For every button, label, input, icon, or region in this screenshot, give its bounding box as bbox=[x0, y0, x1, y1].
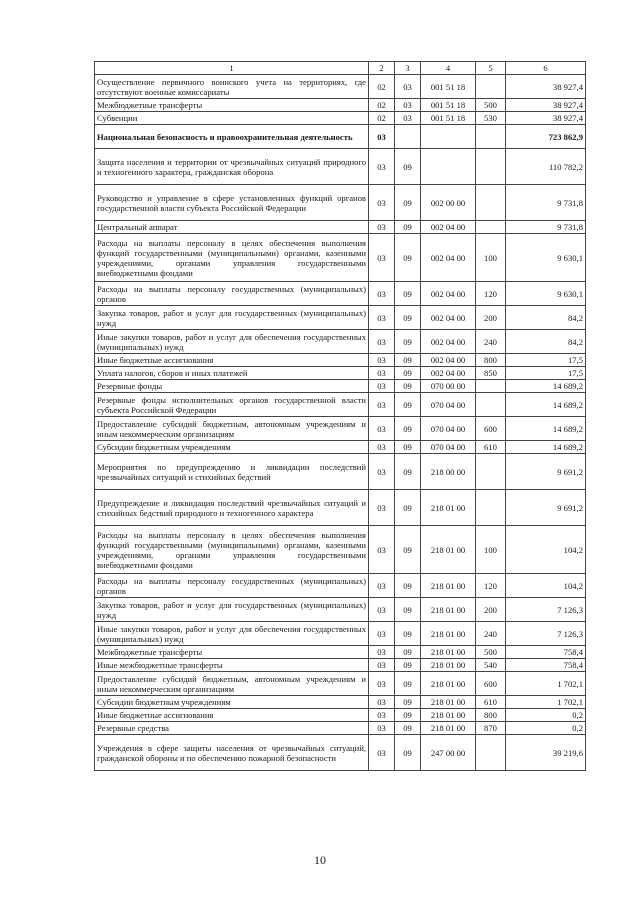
table-row bbox=[95, 709, 586, 722]
target-article-cell: 002 04 00 bbox=[421, 330, 476, 354]
table-row bbox=[95, 234, 586, 282]
target-article-cell: 002 04 00 bbox=[421, 306, 476, 330]
section-cell: 03 bbox=[369, 306, 395, 330]
subsection-cell: 03 bbox=[395, 75, 421, 99]
amount-cell: 723 862,9 bbox=[506, 125, 586, 149]
target-article-cell: 218 01 00 bbox=[421, 646, 476, 659]
table-row bbox=[95, 696, 586, 709]
amount-cell: 9 731,8 bbox=[506, 185, 586, 221]
subsection-cell: 09 bbox=[395, 526, 421, 574]
section-cell: 03 bbox=[369, 722, 395, 735]
target-article-cell: 218 01 00 bbox=[421, 659, 476, 672]
subsection-cell: 09 bbox=[395, 574, 421, 598]
item-name-cell: Учреждения в сфере защиты населения от чрезвычайных ситуаций, гражданской обороны и по обеспечению пожарной безопасности bbox=[95, 735, 369, 771]
subsection-cell: 09 bbox=[395, 709, 421, 722]
expense-type-cell: 500 bbox=[476, 99, 506, 112]
amount-cell: 0,2 bbox=[506, 709, 586, 722]
target-article-cell: 070 04 00 bbox=[421, 393, 476, 417]
amount-cell: 14 689,2 bbox=[506, 441, 586, 454]
expense-type-cell: 100 bbox=[476, 234, 506, 282]
amount-cell: 84,2 bbox=[506, 306, 586, 330]
expense-type-cell: 200 bbox=[476, 306, 506, 330]
subsection-cell: 09 bbox=[395, 490, 421, 526]
target-article-cell: 002 04 00 bbox=[421, 282, 476, 306]
table-row bbox=[95, 99, 586, 112]
table-row bbox=[95, 622, 586, 646]
expense-type-cell bbox=[476, 393, 506, 417]
section-cell: 03 bbox=[369, 149, 395, 185]
section-cell: 03 bbox=[369, 490, 395, 526]
item-name-cell: Национальная безопасность и правоохранительная деятельность bbox=[95, 125, 369, 149]
expense-type-cell: 240 bbox=[476, 622, 506, 646]
header-cell: 2 bbox=[369, 62, 395, 75]
target-article-cell: 002 04 00 bbox=[421, 354, 476, 367]
section-cell: 03 bbox=[369, 526, 395, 574]
expense-type-cell: 540 bbox=[476, 659, 506, 672]
item-name-cell: Иные закупки товаров, работ и услуг для обеспечения государственных (муниципальных) нужд bbox=[95, 330, 369, 354]
section-cell: 03 bbox=[369, 282, 395, 306]
table-row bbox=[95, 672, 586, 696]
subsection-cell: 09 bbox=[395, 282, 421, 306]
section-cell: 03 bbox=[369, 696, 395, 709]
item-name-cell: Резервные фонды bbox=[95, 380, 369, 393]
section-cell: 03 bbox=[369, 622, 395, 646]
section-cell: 03 bbox=[369, 659, 395, 672]
target-article-cell: 218 01 00 bbox=[421, 696, 476, 709]
section-cell: 03 bbox=[369, 454, 395, 490]
item-name-cell: Центральный аппарат bbox=[95, 221, 369, 234]
item-name-cell: Иные бюджетные ассигнования bbox=[95, 709, 369, 722]
section-cell: 03 bbox=[369, 709, 395, 722]
subsection-cell: 09 bbox=[395, 454, 421, 490]
header-cell: 5 bbox=[476, 62, 506, 75]
table-row bbox=[95, 393, 586, 417]
amount-cell: 9 691,2 bbox=[506, 490, 586, 526]
subsection-cell: 09 bbox=[395, 221, 421, 234]
subsection-cell: 09 bbox=[395, 672, 421, 696]
amount-cell: 7 126,3 bbox=[506, 598, 586, 622]
expense-type-cell: 870 bbox=[476, 722, 506, 735]
subsection-cell: 09 bbox=[395, 417, 421, 441]
item-name-cell: Резервные фонды исполнительных органов государственной власти субъекта Российской Федерации bbox=[95, 393, 369, 417]
target-article-cell bbox=[421, 125, 476, 149]
table-row bbox=[95, 659, 586, 672]
section-cell: 03 bbox=[369, 393, 395, 417]
target-article-cell: 218 00 00 bbox=[421, 454, 476, 490]
subsection-cell: 09 bbox=[395, 367, 421, 380]
table-row bbox=[95, 112, 586, 125]
table-row bbox=[95, 574, 586, 598]
header-cell: 3 bbox=[395, 62, 421, 75]
item-name-cell: Иные межбюджетные трансферты bbox=[95, 659, 369, 672]
section-cell: 03 bbox=[369, 221, 395, 234]
amount-cell: 14 689,2 bbox=[506, 393, 586, 417]
expense-type-cell: 500 bbox=[476, 646, 506, 659]
subsection-cell: 09 bbox=[395, 380, 421, 393]
item-name-cell: Руководство и управление в сфере установленных функций органов государственной власти субъекта Российской Федерации bbox=[95, 185, 369, 221]
target-article-cell: 218 01 00 bbox=[421, 709, 476, 722]
target-article-cell: 002 04 00 bbox=[421, 234, 476, 282]
section-cell: 03 bbox=[369, 367, 395, 380]
header-cell: 6 bbox=[506, 62, 586, 75]
target-article-cell: 218 01 00 bbox=[421, 574, 476, 598]
table-row bbox=[95, 417, 586, 441]
expense-type-cell: 530 bbox=[476, 112, 506, 125]
item-name-cell: Иные бюджетные ассигнования bbox=[95, 354, 369, 367]
expense-type-cell: 200 bbox=[476, 598, 506, 622]
amount-cell: 104,2 bbox=[506, 526, 586, 574]
target-article-cell: 218 01 00 bbox=[421, 722, 476, 735]
expense-type-cell bbox=[476, 380, 506, 393]
item-name-cell: Закупка товаров, работ и услуг для государственных (муниципальных) нужд bbox=[95, 306, 369, 330]
table-row bbox=[95, 380, 586, 393]
expense-type-cell bbox=[476, 125, 506, 149]
table-row bbox=[95, 441, 586, 454]
subsection-cell: 03 bbox=[395, 99, 421, 112]
expense-type-cell: 120 bbox=[476, 282, 506, 306]
item-name-cell: Расходы на выплаты персоналу в целях обеспечения выполнения функций государственными (муниципальными) органами, казенными учреждениями, органами управления государственными внебюджетными фондами bbox=[95, 234, 369, 282]
subsection-cell: 09 bbox=[395, 354, 421, 367]
expense-type-cell: 850 bbox=[476, 367, 506, 380]
target-article-cell: 218 01 00 bbox=[421, 526, 476, 574]
table-row bbox=[95, 306, 586, 330]
amount-cell: 14 689,2 bbox=[506, 417, 586, 441]
subsection-cell: 09 bbox=[395, 330, 421, 354]
table-row bbox=[95, 282, 586, 306]
amount-cell: 758,4 bbox=[506, 659, 586, 672]
table-row bbox=[95, 598, 586, 622]
section-cell: 03 bbox=[369, 185, 395, 221]
budget-table bbox=[94, 61, 586, 771]
item-name-cell: Расходы на выплаты персоналу государственных (муниципальных) органов bbox=[95, 574, 369, 598]
item-name-cell: Предоставление субсидий бюджетным, автономным учреждениям и иным некоммерческим организациям bbox=[95, 672, 369, 696]
table-row bbox=[95, 735, 586, 771]
section-cell: 03 bbox=[369, 330, 395, 354]
expense-type-cell bbox=[476, 221, 506, 234]
target-article-cell: 002 04 00 bbox=[421, 367, 476, 380]
table-row bbox=[95, 646, 586, 659]
item-name-cell: Межбюджетные трансферты bbox=[95, 646, 369, 659]
expense-type-cell bbox=[476, 735, 506, 771]
section-cell: 03 bbox=[369, 735, 395, 771]
section-cell: 02 bbox=[369, 75, 395, 99]
expense-type-cell bbox=[476, 75, 506, 99]
table-header-row bbox=[95, 62, 586, 75]
target-article-cell: 002 04 00 bbox=[421, 221, 476, 234]
subsection-cell: 09 bbox=[395, 185, 421, 221]
target-article-cell: 001 51 18 bbox=[421, 112, 476, 125]
section-cell: 03 bbox=[369, 646, 395, 659]
amount-cell: 7 126,3 bbox=[506, 622, 586, 646]
amount-cell: 39 219,6 bbox=[506, 735, 586, 771]
subsection-cell: 09 bbox=[395, 735, 421, 771]
amount-cell: 0,2 bbox=[506, 722, 586, 735]
subsection-cell: 03 bbox=[395, 112, 421, 125]
amount-cell: 104,2 bbox=[506, 574, 586, 598]
section-cell: 03 bbox=[369, 441, 395, 454]
subsection-cell: 09 bbox=[395, 306, 421, 330]
subsection-cell bbox=[395, 125, 421, 149]
amount-cell: 758,4 bbox=[506, 646, 586, 659]
section-cell: 03 bbox=[369, 574, 395, 598]
expense-type-cell bbox=[476, 185, 506, 221]
target-article-cell: 218 01 00 bbox=[421, 672, 476, 696]
section-cell: 03 bbox=[369, 417, 395, 441]
target-article-cell: 001 51 18 bbox=[421, 75, 476, 99]
expense-type-cell bbox=[476, 149, 506, 185]
subsection-cell: 09 bbox=[395, 598, 421, 622]
table-row bbox=[95, 330, 586, 354]
table-row bbox=[95, 454, 586, 490]
table-row bbox=[95, 367, 586, 380]
expense-type-cell: 240 bbox=[476, 330, 506, 354]
item-name-cell: Мероприятия по предупреждению и ликвидации последствий чрезвычайных ситуаций и стихийных бедствий bbox=[95, 454, 369, 490]
header-cell: 4 bbox=[421, 62, 476, 75]
target-article-cell: 002 00 00 bbox=[421, 185, 476, 221]
expense-type-cell: 600 bbox=[476, 672, 506, 696]
page-number: 10 bbox=[314, 853, 326, 867]
amount-cell: 17,5 bbox=[506, 367, 586, 380]
item-name-cell: Иные закупки товаров, работ и услуг для обеспечения государственных (муниципальных) нужд bbox=[95, 622, 369, 646]
table-row bbox=[95, 354, 586, 367]
item-name-cell: Расходы на выплаты персоналу государственных (муниципальных) органов bbox=[95, 282, 369, 306]
table-row bbox=[95, 722, 586, 735]
expense-type-cell: 610 bbox=[476, 696, 506, 709]
expense-type-cell: 600 bbox=[476, 417, 506, 441]
subsection-cell: 09 bbox=[395, 722, 421, 735]
item-name-cell: Предупреждение и ликвидация последствий чрезвычайных ситуаций и стихийных бедствий природного и техногенного характера bbox=[95, 490, 369, 526]
expense-type-cell: 100 bbox=[476, 526, 506, 574]
table-row bbox=[95, 75, 586, 99]
section-cell: 03 bbox=[369, 234, 395, 282]
amount-cell: 9 630,1 bbox=[506, 282, 586, 306]
section-cell: 02 bbox=[369, 112, 395, 125]
expense-type-cell: 800 bbox=[476, 709, 506, 722]
amount-cell: 9 731,8 bbox=[506, 221, 586, 234]
item-name-cell: Субсидии бюджетным учреждениям bbox=[95, 696, 369, 709]
amount-cell: 38 927,4 bbox=[506, 99, 586, 112]
section-cell: 03 bbox=[369, 354, 395, 367]
section-cell: 03 bbox=[369, 380, 395, 393]
amount-cell: 9 630,1 bbox=[506, 234, 586, 282]
target-article-cell: 070 04 00 bbox=[421, 417, 476, 441]
expense-type-cell bbox=[476, 454, 506, 490]
expense-type-cell: 800 bbox=[476, 354, 506, 367]
amount-cell: 9 691,2 bbox=[506, 454, 586, 490]
header-cell: 1 bbox=[95, 62, 369, 75]
table-row bbox=[95, 490, 586, 526]
target-article-cell: 218 01 00 bbox=[421, 490, 476, 526]
target-article-cell bbox=[421, 149, 476, 185]
amount-cell: 14 689,2 bbox=[506, 380, 586, 393]
item-name-cell: Предоставление субсидий бюджетным, автономным учреждениям и иным некоммерческим организациям bbox=[95, 417, 369, 441]
subsection-cell: 09 bbox=[395, 149, 421, 185]
target-article-cell: 218 01 00 bbox=[421, 622, 476, 646]
expense-type-cell: 610 bbox=[476, 441, 506, 454]
target-article-cell: 070 00 00 bbox=[421, 380, 476, 393]
table-row bbox=[95, 185, 586, 221]
target-article-cell: 218 01 00 bbox=[421, 598, 476, 622]
item-name-cell: Уплата налогов, сборов и иных платежей bbox=[95, 367, 369, 380]
table-row bbox=[95, 221, 586, 234]
table-row bbox=[95, 149, 586, 185]
subsection-cell: 09 bbox=[395, 659, 421, 672]
amount-cell: 38 927,4 bbox=[506, 75, 586, 99]
target-article-cell: 247 00 00 bbox=[421, 735, 476, 771]
subsection-cell: 09 bbox=[395, 234, 421, 282]
expense-type-cell: 120 bbox=[476, 574, 506, 598]
amount-cell: 110 782,2 bbox=[506, 149, 586, 185]
target-article-cell: 001 51 18 bbox=[421, 99, 476, 112]
item-name-cell: Субсидии бюджетным учреждениям bbox=[95, 441, 369, 454]
target-article-cell: 070 04 00 bbox=[421, 441, 476, 454]
section-cell: 03 bbox=[369, 672, 395, 696]
section-cell: 03 bbox=[369, 598, 395, 622]
section-cell: 03 bbox=[369, 125, 395, 149]
amount-cell: 1 702,1 bbox=[506, 672, 586, 696]
table-row bbox=[95, 125, 586, 149]
item-name-cell: Закупка товаров, работ и услуг для государственных (муниципальных) нужд bbox=[95, 598, 369, 622]
table-row bbox=[95, 526, 586, 574]
subsection-cell: 09 bbox=[395, 441, 421, 454]
subsection-cell: 09 bbox=[395, 696, 421, 709]
amount-cell: 1 702,1 bbox=[506, 696, 586, 709]
section-cell: 02 bbox=[369, 99, 395, 112]
item-name-cell: Осуществление первичного воинского учета на территориях, где отсутствуют военные комиссариаты bbox=[95, 75, 369, 99]
item-name-cell: Субвенции bbox=[95, 112, 369, 125]
amount-cell: 38 927,4 bbox=[506, 112, 586, 125]
item-name-cell: Межбюджетные трансферты bbox=[95, 99, 369, 112]
amount-cell: 17,5 bbox=[506, 354, 586, 367]
subsection-cell: 09 bbox=[395, 646, 421, 659]
expense-type-cell bbox=[476, 490, 506, 526]
subsection-cell: 09 bbox=[395, 393, 421, 417]
subsection-cell: 09 bbox=[395, 622, 421, 646]
item-name-cell: Защита населения и территории от чрезвычайных ситуаций природного и техногенного характера, гражданская оборона bbox=[95, 149, 369, 185]
item-name-cell: Расходы на выплаты персоналу в целях обеспечения выполнения функций государственными (муниципальными) органами, казенными учреждениями, органами управления государственными внебюджетными фондами bbox=[95, 526, 369, 574]
amount-cell: 84,2 bbox=[506, 330, 586, 354]
item-name-cell: Резервные средства bbox=[95, 722, 369, 735]
